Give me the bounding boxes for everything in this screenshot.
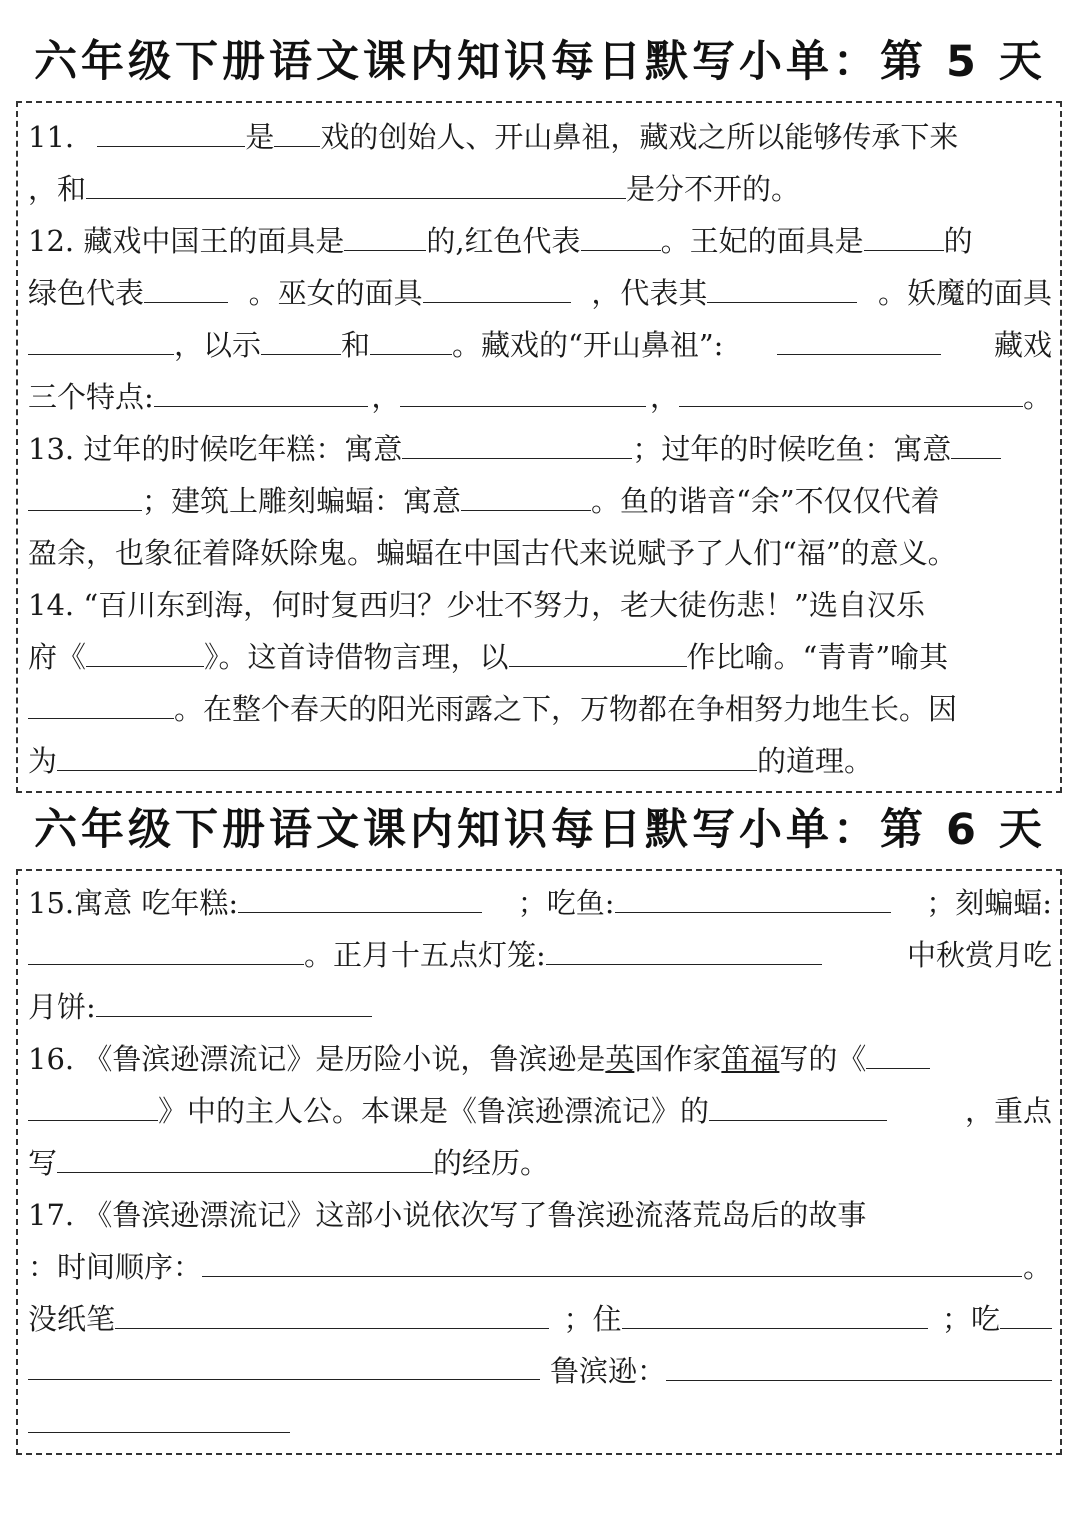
- blank[interactable]: [866, 1034, 930, 1069]
- blank[interactable]: [666, 1346, 1052, 1381]
- q14-line4: 为 的道理。: [28, 735, 1052, 787]
- q17-line1: 17. 《鲁滨逊漂流记》这部小说依次写了鲁滨逊流落荒岛后的故事: [28, 1198, 867, 1232]
- blank[interactable]: [402, 424, 632, 459]
- q12-line3: ，以示 和 。藏戏的“开山鼻祖”: 藏戏: [28, 319, 1052, 371]
- blank[interactable]: [144, 268, 228, 303]
- blank[interactable]: [28, 320, 174, 355]
- q14-line3: 。在整个春天的阳光雨露之下，万物都在争相努力地生长。因: [28, 683, 1052, 735]
- q17-line5: [28, 1397, 1052, 1449]
- blank[interactable]: [202, 1242, 1022, 1277]
- q15-line3: 月饼:: [28, 981, 1052, 1033]
- q16-line3: 写 的经历。: [28, 1137, 1052, 1189]
- q13-line3: 盈余，也象征着降妖除鬼。蝙蝠在中国古代来说赋予了人们“福”的意义。: [28, 536, 957, 570]
- q17-line3: 没纸笔 ；住 ；吃: [28, 1293, 1052, 1345]
- blank[interactable]: [28, 476, 142, 511]
- q13-line1: 13. 过年的时候吃年糕：寓意 ；过年的时候吃鱼：寓意: [28, 423, 1052, 475]
- q11-line1: 11. 是 戏的创始人、开山鼻祖，藏戏之所以能够传承下来: [28, 111, 1052, 163]
- blank[interactable]: [400, 372, 646, 407]
- q12-line2: 绿色代表 。巫女的面具 ，代表其 。妖魔的面具: [28, 267, 1052, 319]
- blank[interactable]: [28, 1345, 540, 1380]
- blank[interactable]: [370, 320, 452, 355]
- day6-title: 六年级下册语文课内知识每日默写小单：第 6 天: [34, 805, 1046, 855]
- blank[interactable]: [951, 424, 1001, 459]
- q16-line2: 》中的主人公。本课是《鲁滨逊漂流记》的 ，重点: [28, 1085, 1052, 1137]
- q14-line2: 府《 》。这首诗借物言理，以 作比喻。“青青”喻其: [28, 631, 1052, 683]
- blank[interactable]: [57, 1138, 433, 1173]
- blank[interactable]: [28, 1398, 290, 1433]
- blank[interactable]: [97, 112, 245, 147]
- blank[interactable]: [344, 216, 426, 251]
- q12-line4: 三个特点: ， ， 。: [28, 371, 1052, 423]
- blank[interactable]: [864, 216, 944, 251]
- blank[interactable]: [509, 632, 687, 667]
- blank[interactable]: [28, 1086, 158, 1121]
- q12-line1: 12. 藏戏中国王的面具是 的,红色代表 。王妃的面具是 的: [28, 215, 1052, 267]
- blank[interactable]: [423, 268, 571, 303]
- blank[interactable]: [274, 112, 320, 147]
- blank[interactable]: [777, 320, 941, 355]
- blank[interactable]: [615, 878, 891, 913]
- blank[interactable]: [96, 982, 372, 1017]
- blank[interactable]: [461, 476, 591, 511]
- q17-line4: 鲁滨逊：: [28, 1345, 1052, 1397]
- blank[interactable]: [86, 164, 626, 199]
- day6-worksheet-box: [16, 869, 1062, 1455]
- q17-line2: ：时间顺序： 。: [28, 1241, 1052, 1293]
- blank[interactable]: [709, 1086, 887, 1121]
- day5-title: 六年级下册语文课内知识每日默写小单：第 5 天: [34, 37, 1046, 87]
- blank[interactable]: [261, 320, 341, 355]
- blank[interactable]: [707, 268, 857, 303]
- blank[interactable]: [115, 1294, 549, 1329]
- day5-worksheet-box: [16, 101, 1062, 793]
- blank[interactable]: [679, 372, 1023, 407]
- blank[interactable]: [57, 736, 757, 771]
- blank[interactable]: [581, 216, 661, 251]
- blank[interactable]: [28, 930, 304, 965]
- q15-line1: 15.寓意 吃年糕: ；吃鱼: ；刻蝙蝠:: [28, 877, 1052, 929]
- q15-line2: 。正月十五点灯笼: 中秋赏月吃: [28, 929, 1052, 981]
- q14-line1: 14. “百川东到海，何时复西归？少壮不努力，老大徒伤悲！”选自汉乐: [28, 588, 925, 622]
- blank[interactable]: [622, 1294, 928, 1329]
- blank[interactable]: [546, 930, 822, 965]
- q11-line2: ，和 是分不开的。: [28, 163, 1052, 215]
- blank[interactable]: [28, 684, 174, 719]
- blank[interactable]: [238, 878, 482, 913]
- blank[interactable]: [1000, 1294, 1052, 1329]
- q16-line1: 16. 《鲁滨逊漂流记》是历险小说，鲁滨逊是英国作家笛福写的《: [28, 1033, 1052, 1085]
- blank[interactable]: [154, 372, 368, 407]
- q13-line2: ；建筑上雕刻蝙蝠：寓意 。鱼的谐音“余”不仅仅代着: [28, 475, 1052, 527]
- blank[interactable]: [86, 632, 204, 667]
